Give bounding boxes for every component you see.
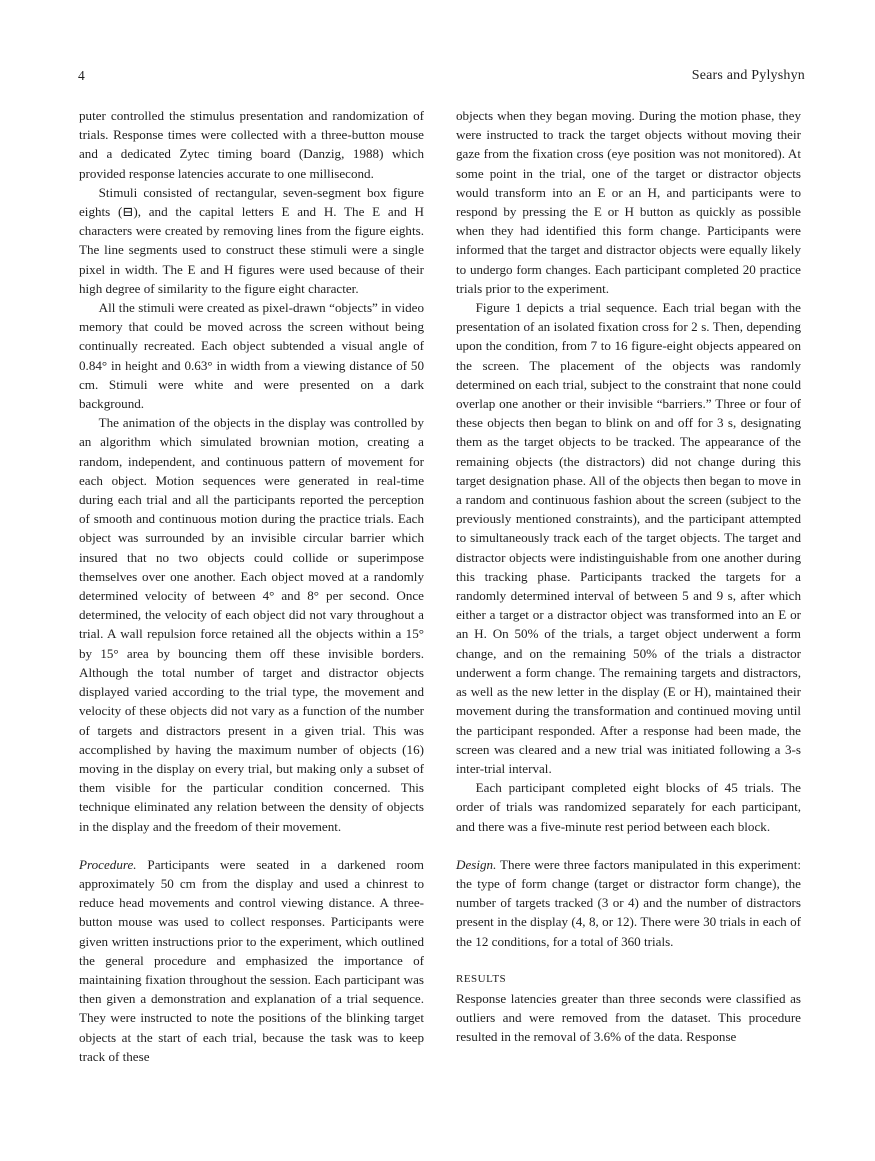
procedure-text: Participants were seated in a darkened room approximately 50 cm from the display and used a chinrest to reduce head movements and control viewing distance. A three-button mouse was used to collect responses. Participants were given written instructions prior to the experiment, which outlined the general procedure and emphasized the importance of maintaining fixation throughout the session. Each participant was then given a demonstration and explanation of a trial sequence. They were instructed to note the positions of the blinking target objects at the start of each trial, because the task was to keep track of these: [79, 856, 424, 1064]
page-number: 4: [78, 68, 85, 83]
right-column: [456, 106, 801, 1047]
running-head: Sears and Pylyshyn: [691, 68, 805, 83]
paragraph: puter controlled the stimulus presentation and randomization of trials. Response times were collected with a three-button mouse and a dedicated Zytec timing board (Danzig, 1988) which provided response latencies accurate to one millisecond.: [79, 108, 424, 181]
results-heading: RESULTS: [456, 972, 507, 985]
procedure-heading: Procedure.: [79, 856, 137, 872]
design-text: There were three factors manipulated in this experiment: the type of form change (target or distractor form change), the number of targets tracked (3 or 4) and the number of distractors present in the display (4, 8, or 12). There were 30 trials in each of the 12 conditions, for a total of 360 trials.: [456, 856, 801, 949]
paragraph: Stimuli consisted of rectangular, seven-segment box figure eights (⊟), and the capital letters E and H. The E and H characters were created by removing lines from the figure eights. The line segments used to construct these stimuli were a single pixel in width. The E and H figures were used because of their high degree of similarity to the figure eight character.: [79, 184, 424, 296]
paragraph: The animation of the objects in the display was controlled by an algorithm which simulated brownian motion, creating a random, independent, and continuous pattern of movement for each object. Motion sequences were generated in real-time during each trial and all the participants reported the perception of smooth and continuous motion during the practice trials. Each object was surrounded by an invisible circular barrier which insured that no two objects could collide or superimpose themselves over one another. Each object moved at a randomly determined velocity of between 4° and 8° per second. Once determined, the velocity of each object did not vary throughout a trial. A wall repulsion force retained all the objects within a 15° by 15° area by bouncing them off these invisible borders. Although the total number of target and distractor objects displayed varied according to the trial type, the movement and velocity of these objects did not vary as a function of the number of targets and distractors present in a given trial. This was accomplished by having the maximum number of objects (16) moving in the display on every trial, but making only a subset of them visible for the particular condition concerned. This technique eliminated any relation between the density of objects in the display and the freedom of their movement.: [79, 415, 424, 834]
paragraph: All the stimuli were created as pixel-drawn “objects” in video memory that could be moved across the screen without being continually recreated. Each object subtended a visual angle of 0.84° in height and 0.63° in width from a viewing distance of 50 cm. Stimuli were white and were presented on a dark background.: [79, 300, 424, 412]
page-header: [0, 68, 875, 88]
results-paragraph: Response latencies greater than three seconds were classified as outliers and were removed from the dataset. This procedure resulted in the removal of 3.6% of the data. Response: [456, 990, 801, 1045]
design-paragraph: [456, 855, 801, 951]
design-heading: Design.: [456, 856, 497, 872]
paragraph: objects when they began moving. During the motion phase, they were instructed to track the target objects without moving their gaze from the fixation cross (eye position was not monitored). At some point in the trial, one of the target or distractor objects would transform into an E or an H, and participants were to respond by pressing the E or H button as quickly as possible when they had identified this form change. Participants were informed that the target and distractor objects were equally likely to undergo form changes. Each participant completed 20 practice trials prior to the experiment.: [456, 108, 801, 296]
paragraph: Figure 1 depicts a trial sequence. Each trial began with the presentation of an isolated fixation cross for 2 s. Then, depending upon the condition, from 7 to 16 figure-eight objects appeared on the screen. The placement of the objects was randomly determined on each trial, subject to the constraint that none could overlap one another or their invisible “barriers.” Three or four of these objects then began to blink on and off for 3 s, designating them as the target objects to be tracked. The appearance of the remaining objects (the distractors) did not change during this target designation phase. All of the objects then began to move in a random and continuous fashion about the screen (subject to the previously mentioned constraints), and the participant attempted to simultaneously track each of the target objects. The target and distractor objects were indistinguishable from one another during this tracking phase. Participants tracked the targets for a randomly determined interval of between 5 and 9 s, after which either a target or a distractor object was transformed into an E or an H. On 50% of the trials, a target object underwent a form change, and on the remaining 50% of the trials a distractor underwent a form change. The remaining targets and distractors, as well as the new letter in the display (E or H), maintained their movement during the transformation and continued moving until the participant responded. After a response had been made, the screen was cleared and a new trial was initiated following a 3-s inter-trial interval.: [456, 300, 801, 776]
left-column: [79, 106, 424, 1066]
procedure-paragraph: [79, 855, 424, 1066]
paragraph: Each participant completed eight blocks of 45 trials. The order of trials was randomized separately for each participant, and there was a five-minute rest period between each block.: [456, 780, 801, 834]
